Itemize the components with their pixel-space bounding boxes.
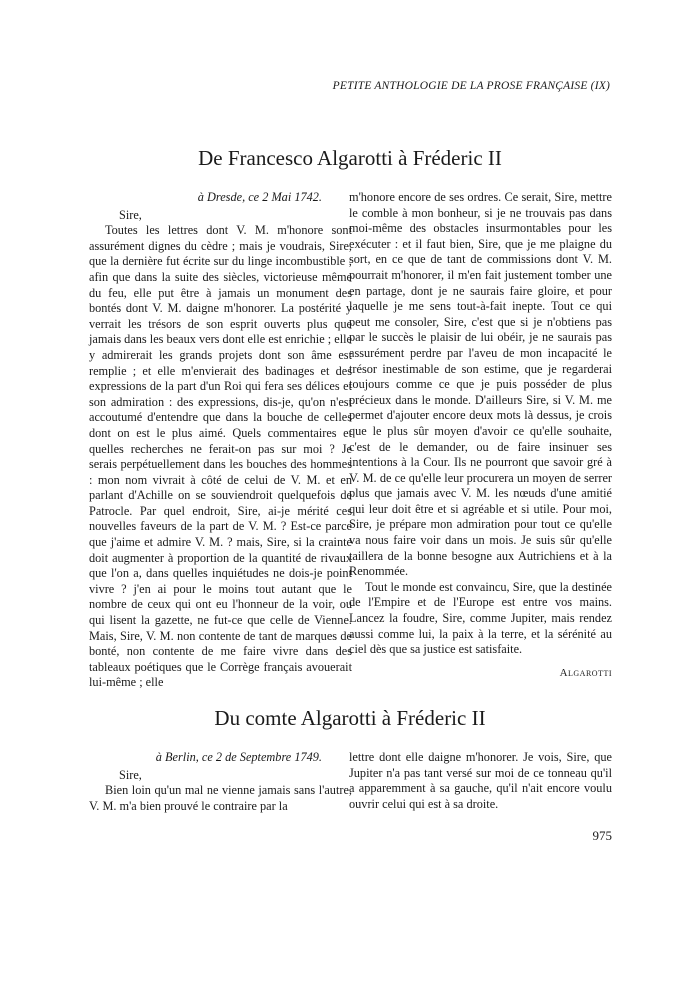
letter1-column-left <box>89 190 352 691</box>
letter1-title: De Francesco Algarotti à Fréderic II <box>198 146 502 170</box>
letter1-body-part1: Toutes les lettres dont V. M. m'honore sont assurément dignes du cèdre ; mais je voudrais, Sire, que la dernière fut écrite sur du linge incombustible ; afin que dans la suite des siècles, victorieuse même du feu, elle put être à jamais un monument des bontés dont V. M. daigne m'honorer. La postérité y verrait les trésors de son esprit ouverts plus que jamais dans les beaux vers dont elle est enrichie ; elle y admirerait les grands projets dont son âme est remplie ; et elle m'envierait des badinages et des expressions de la part d'un Roi qui fera ses délices et son admiration : des expressions, dis-je, qu'on n'est accoutumé d'entendre que dans la bouche de celles dont on est le plus aimé. Quels commentaires et quelles recherches ne ferait-on pas sur moi ? Je serais perpétuellement dans les bouches des hommes : mon nom vivrait à côté de celui de V. M. et en parlant d'Achille on se souviendroit quelquefois de Patrocle. Par quel endroit, Sire, ai-je mérité ces nouvelles faveurs de la part de V. M. ? Est-ce parce que j'aime et admire V. M. ? mais, Sire, si la crainte doit augmenter à proportion de la quantité de rivaux que l'on a, dans quelles inquiétudes ne dois-je point vivre ? j'en ai pour le moins tout autant que le nombre de ceux qui ont eu l'honneur de la voir, ou qui lisent la gazette, ne fut-ce que celle de Vienne. Mais, Sire, V. M. non contente de tant de marques de bonté, non contente de me faire vivre dans des tableaux poétiques que le Corrège français avouerait lui-même ; elle <box>89 223 352 690</box>
letter2-column-left <box>89 750 352 814</box>
letter1-signature: Algarotti <box>559 666 612 679</box>
letter2-body-part2: lettre dont elle daigne m'honorer. Je vois, Sire, que Jupiter n'a pas tant versé sur moi de ce tonneau qu'il a apparemment à sa gauche, qu'il n'ait encore voulu ouvrir celui qui est à sa droite. <box>349 750 612 811</box>
letter2-column-right <box>349 750 612 812</box>
running-head: PETITE ANTHOLOGIE DE LA PROSE FRANÇAISE (IX) <box>332 80 610 92</box>
letter2-body-part1: Bien loin qu'un mal ne vienne jamais sans l'autre, V. M. m'a bien prouvé le contraire par la <box>89 783 352 813</box>
letter1-column-right <box>349 190 612 681</box>
letter2-dateline: à Berlin, ce 2 de Septembre 1749. <box>155 750 322 764</box>
page-number: 975 <box>592 828 612 843</box>
letter1-salutation: Sire, <box>119 207 142 222</box>
letter1-body-part3: Tout le monde est convaincu, Sire, que la destinée de l'Empire et de l'Europe est entre vos mains. Lancez la foudre, Sire, comme Jupiter, mais rendez aussi comme lui, la paix à la terre, et la sérénité au ciel dès que sa justice est satisfaite. <box>349 579 612 657</box>
letter2-title: Du comte Algarotti à Fréderic II <box>214 706 486 730</box>
letter1-dateline: à Dresde, ce 2 Mai 1742. <box>197 190 322 204</box>
letter2-salutation: Sire, <box>119 767 142 782</box>
letter1-body-part2: m'honore encore de ses ordres. Ce serait, Sire, mettre le comble à mon bonheur, si je ne trouvais pas dans moi-même des obstacles insurmontables pour les exécuter : et il faut bien, Sire, que je me plaigne du sort, en ce que de tant de commissions dont V. M. pourrait m'honorer, il m'en fait justement tomber une en partage, dont je ne saurais faire gloire, et pour laquelle je me sens tout-à-fait inepte. Tout ce qui peut me consoler, Sire, c'est que si je n'obtiens pas par le succès le plaisir de lui obéir, je ne saurais pas assurément perdre par l'aveu de mon incapacité le trésor inestimable de son estime, que je regarderai toujours comme ce que je puis posséder de plus précieux dans le monde. D'ailleurs Sire, si V. M. me permet d'ajouter encore deux mots là dessus, je crois que le plus sûr moyen d'avoir ce qu'elle souhaite, c'est de le demander, ou de faire insinuer ses intentions à la Cour. Ils ne pourront que savoir gré à V. M. de ce qu'elle leur procurera un moyen de serrer plus que jamais avec V. M. les nœuds d'une amitié qui leur doit être et si agréable et si utile. Pour moi, Sire, je prépare mon admiration pour tout ce qu'elle va nous faire voir dans un mois. Je suis sûr qu'elle taillera de la bonne besogne aux Autrichiens et à la Renommée. <box>349 190 612 579</box>
